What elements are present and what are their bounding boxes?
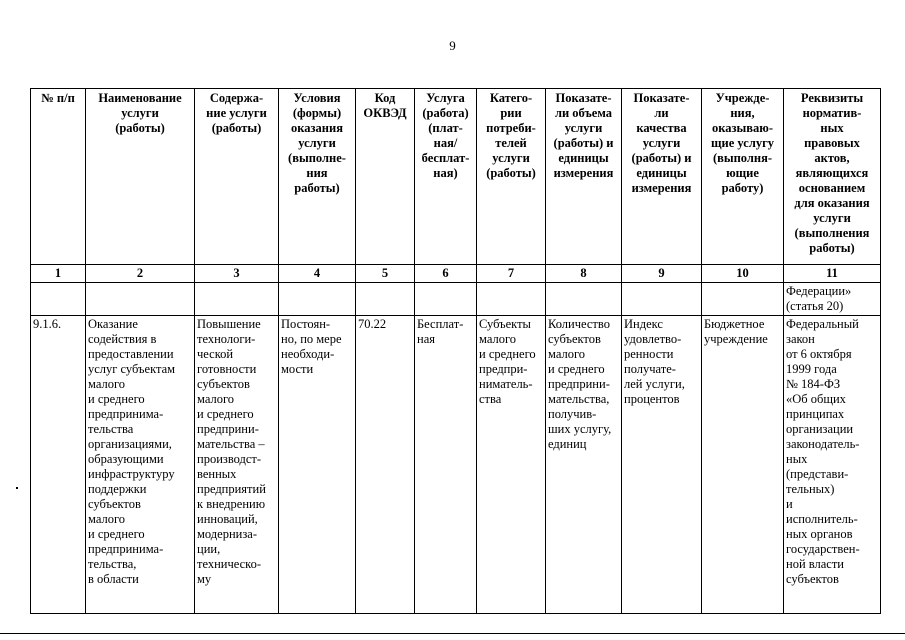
services-registry-table [30,88,881,614]
column-number: 2 [86,265,195,283]
column-number: 1 [31,265,86,283]
column-number: 7 [477,265,546,283]
table-cell [195,283,279,316]
column-number: 8 [546,265,622,283]
table-row [31,316,881,614]
table-cell: Федерации» (статья 20) [784,283,881,316]
header-cell: Услуга (работа) (плат- ная/ бесплат- ная) [415,89,477,265]
column-number: 9 [622,265,702,283]
column-number: 5 [356,265,415,283]
table-cell [356,283,415,316]
table-cell [477,283,546,316]
header-cell: Код ОКВЭД [356,89,415,265]
header-cell: Содержа- ние услуги (работы) [195,89,279,265]
header-cell: Наименование услуги (работы) [86,89,195,265]
table-cell [31,283,86,316]
table-cell [622,283,702,316]
header-cell: Реквизиты норматив- ных правовых актов, являющихся основанием для оказания услуги (выполнения работы) [784,89,881,265]
okved-code: 70.22 [356,316,415,614]
table-cell [279,283,356,316]
header-cell: № п/п [31,89,86,265]
header-cell: Условия (формы) оказания услуги (выполне- ния работы) [279,89,356,265]
table-cell [415,283,477,316]
volume-indicators: Количество субъектов малого и среднего предприни- мательства, получив- ших услугу, единиц [546,316,622,614]
row-number: 9.1.6. [31,316,86,614]
header-cell: Учрежде- ния, оказываю- щие услугу (выполня- ющие работу) [702,89,784,265]
header-cell: Катего- рии потреби- телей услуги (работы) [477,89,546,265]
header-row [31,89,881,265]
scan-speck [16,487,18,489]
bottom-rule [0,633,905,634]
column-number-row [31,265,881,283]
column-number: 6 [415,265,477,283]
legal-acts: Федеральный закон от 6 октября 1999 года № 184-ФЗ «Об общих принципах организации законодатель- ных (представи- тельных) и исполнитель- ных органов государствен- ной власти субъектов [784,316,881,614]
column-number: 4 [279,265,356,283]
page-number: 9 [449,38,456,53]
table-cell [546,283,622,316]
column-number: 3 [195,265,279,283]
quality-indicators: Индекс удовлетво- ренности получате- лей услуги, процентов [622,316,702,614]
table-cell [86,283,195,316]
service-conditions: Постоян- но, по мере необходи- мости [279,316,356,614]
providing-institutions: Бюджетное учреждение [702,316,784,614]
table-cell [702,283,784,316]
service-name: Оказание содействия в предоставлении услуг субъектам малого и среднего предпринима- тельства организациями, образующими инфраструктуру поддержки субъектов малого и среднего предпринима- тельства, в области [86,316,195,614]
column-number: 10 [702,265,784,283]
header-cell: Показате- ли объема услуги (работы) и единицы измерения [546,89,622,265]
header-cell: Показате- ли качества услуги (работы) и единицы измерения [622,89,702,265]
column-number: 11 [784,265,881,283]
continuation-row [31,283,881,316]
payment-type: Бесплат- ная [415,316,477,614]
service-content: Повышение технологи- ческой готовности субъектов малого и среднего предприни- мательства – производст- венных предприятий к внедрению инноваций, модерниза- ции, техническо- му [195,316,279,614]
consumer-category: Субъекты малого и среднего предпри- ниматель- ства [477,316,546,614]
